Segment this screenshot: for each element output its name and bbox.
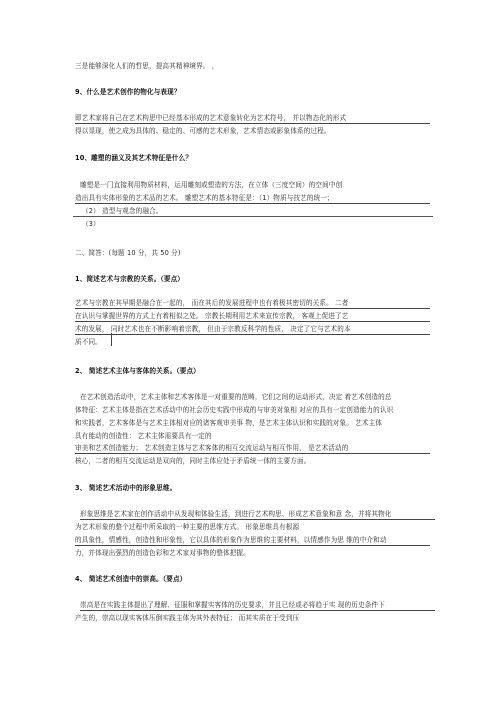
question-9-heading: 9、什么是艺术创作的物化与表现？ <box>75 88 181 96</box>
margin-mark <box>111 333 112 346</box>
text-line-7: 造出具有实体形象的艺术品的艺术。 雕塑艺术的基本特征是：（1）物质与技艺的统一； <box>75 194 430 204</box>
text-line-22: 核心，二者的相互交流运动是双向的，同时主体应处于矛盾统一体的主要方面。 <box>75 457 311 465</box>
text-line-6: 雕塑是一门直接利用物质材料，运用雕刻或塑造的方法，在立体（三度空间）的空间中创 <box>80 181 343 189</box>
short-question-3-heading: 3、 简述艺术活动中的形象思维。 <box>75 484 177 492</box>
short-question-1-heading: 1、简述艺术与宗教的关系。（要点） <box>75 275 185 283</box>
question-10-heading: 10、雕塑的涵义及其艺术特征是什么？ <box>75 154 193 162</box>
section-two-heading: 二、简答：(每题 10 分，共 50 分) <box>75 249 181 257</box>
text-line-19: 和实践者，艺术客体是与艺术主体相对应的诸客观审美事 物，是艺术主体认识和实践的对象。 艺术主体 <box>75 419 383 427</box>
text-line-4: 得以显现，使之成为具体的、稳定的、可感的艺术形象，艺术情态或影象体系的过程。 <box>75 127 331 135</box>
text-line-8: （2） 造型与观念的融合。 <box>82 207 163 215</box>
text-line-21: 审美和艺术创造能力； 艺术创造主体与艺术客体的相互交流运动与相互作用， 是艺术活动的 <box>75 444 430 454</box>
text-line-26: 的具象性，情感性，创造性和形象性，它以具体的形象作为思维的主要材料，以情感作为思 维的中介和动 <box>75 536 430 546</box>
text-line-24: 形象思维是艺术家在创作活动中从发现和体验生活，到进行艺术构思、形成艺术意象和意 念，并将其物化 <box>80 510 435 520</box>
short-question-4-heading: 4、 简述艺术创造中的崇高。（要点） <box>75 575 187 583</box>
text-line-17: 在艺术创造活动中，艺术主体和艺术客体是一对重要的范畴，它们之间的运动形式，决定 着艺术创造的总 <box>80 393 392 401</box>
text-line-9: （3） <box>82 220 100 228</box>
text-line-18: 体特征：艺术主体是指在艺术活动中的社会历史实践中形成的与审美对象相 对应的具有一定创造能力的认识 <box>75 406 394 414</box>
text-line-3: 即艺术家将自己在艺术构思中已经基本形成的艺术意象转化为艺术符号， 并以物态化的形式 <box>75 114 430 124</box>
text-line-29: 崇高是在实践主体提出了理解、征服和掌握实客体的历史要求，并且已经或必将趋于实 现的历史条件下 <box>80 601 435 611</box>
text-line-1: 三是能够深化人们的哲思，提高其精神境界。 ， <box>75 62 219 70</box>
text-line-30: 产生的，崇高以现实客体压倒实践主体为其外表特征； 而其实质在于受到压 <box>75 614 300 622</box>
text-line-13: 在认识与掌握世界的方式上有着相似之处。 宗教长期利用艺术来宣传宗教， 客观上促进了艺 <box>75 312 430 322</box>
underline-rule <box>73 216 433 217</box>
text-line-15: 质不同。 <box>75 338 102 346</box>
text-line-12: 艺术与宗教在其早期是融合在一起的， 而在其后的发展进程中也有着极其密切的关系。 二者 <box>75 299 430 309</box>
text-line-25: 为艺术形象的整个过程中所采取的一种主要的思维方式。 形象思维具有根源 <box>75 523 300 531</box>
text-line-20: 具有能动的创造性： 艺术主体需要具有一定的 <box>75 432 212 440</box>
text-line-27: 力，并体现出强烈的创造色彩和艺术家对事物的整体把握。 <box>75 549 250 557</box>
short-question-2-heading: 2、 简述艺术主体与客体的关系。（要点） <box>75 367 200 375</box>
text-line-14: 术的发展， 同时艺术也在不断影响着宗教， 但由于宗教反科学的性质， 决定了它与艺术的本 <box>75 325 430 335</box>
